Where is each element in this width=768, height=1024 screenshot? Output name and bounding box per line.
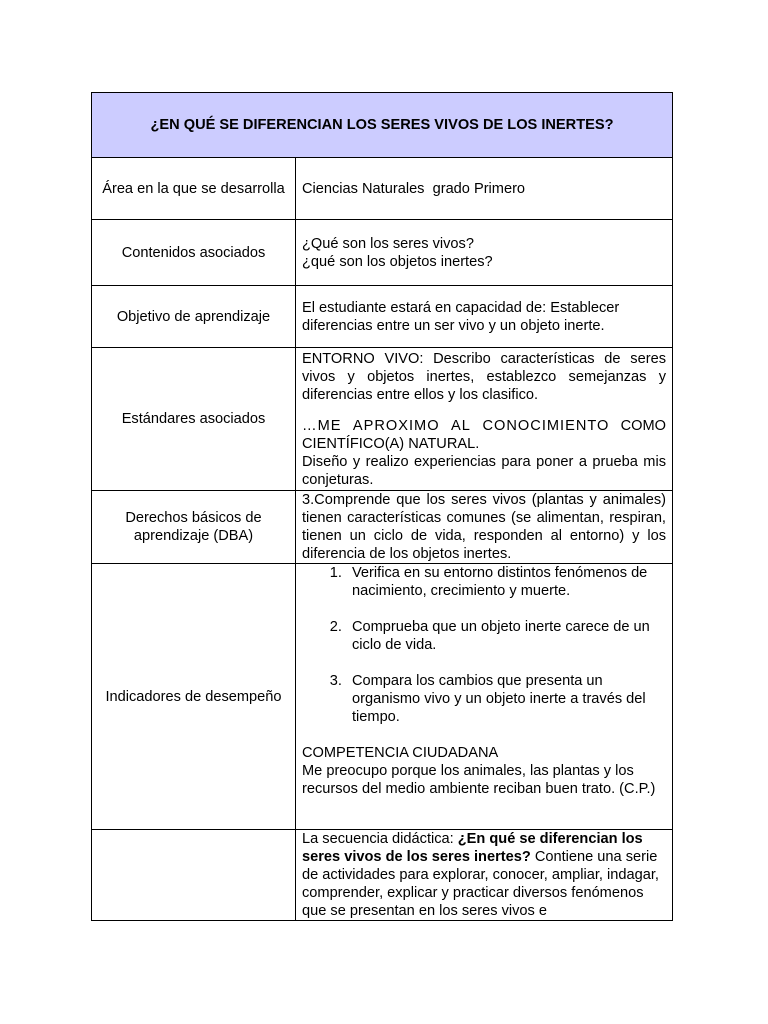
row-secuencia xyxy=(92,830,673,921)
row-objetivo xyxy=(92,286,673,348)
indicadores-label: Indicadores de desempeño xyxy=(92,564,296,830)
competencia-title: COMPETENCIA CIUDADANA xyxy=(302,745,499,761)
dba-label: Derechos básicos de aprendizaje (DBA) xyxy=(92,491,296,564)
estandares-paragraph-3: Diseño y realizo experiencias para poner a prueba mis conjeturas. xyxy=(302,454,666,488)
row-contenidos xyxy=(92,220,673,286)
estandares-spaced-text: …ME APROXIMO AL CONOCIMIENTO xyxy=(302,418,610,434)
lesson-plan-table xyxy=(91,92,673,921)
estandares-value xyxy=(296,348,673,491)
row-estandares xyxy=(92,348,673,491)
secuencia-value xyxy=(296,830,673,921)
list-item: 1. Verifica en su entorno distintos fenómenos de nacimiento, crecimiento y muerte. xyxy=(346,564,666,600)
area-label: Área en la que se desarrolla xyxy=(92,158,296,220)
list-item: 2. Comprueba que un objeto inerte carece de un ciclo de vida. xyxy=(346,618,666,654)
secuencia-label xyxy=(92,830,296,921)
indicadores-value xyxy=(296,564,673,830)
secuencia-intro: La secuencia didáctica: xyxy=(302,831,458,847)
dba-value: 3.Comprende que los seres vivos (plantas y animales) tienen características comunes (se alimentan, respiran, tienen un ciclo de vida, responden al entorno) y los diferencia de los objetos inertes. xyxy=(296,491,673,564)
secuencia-bold-title: ¿En qué se diferencian los seres vivos de los seres inertes? xyxy=(302,831,643,865)
contenidos-value xyxy=(296,220,673,286)
secuencia-rest: Contiene una serie de actividades para explorar, conocer, ampliar, indagar, comprender, explicar y practicar diversos fenómenos que se presentan en los seres vivos e xyxy=(302,849,659,919)
contenidos-label: Contenidos asociados xyxy=(92,220,296,286)
competencia-text: Me preocupo porque los animales, las plantas y los recursos del medio ambiente reciban buen trato. (C.P.) xyxy=(302,763,656,797)
row-area xyxy=(92,158,673,220)
title-row xyxy=(92,93,673,158)
table-title: ¿EN QUÉ SE DIFERENCIAN LOS SERES VIVOS DE LOS INERTES? xyxy=(92,93,673,158)
list-item: 3. Compara los cambios que presenta un organismo vivo y un objeto inerte a través del tiempo. xyxy=(346,672,666,726)
estandares-label: Estándares asociados xyxy=(92,348,296,491)
contenidos-line-1: ¿Qué son los seres vivos? xyxy=(302,235,474,252)
estandares-rest-text: COMO CIENTÍFICO(A) NATURAL. xyxy=(302,418,666,452)
estandares-paragraph-2 xyxy=(302,417,666,453)
estandares-paragraph-1: ENTORNO VIVO: Describo características de seres vivos y objetos inertes, establezco semejanzas y diferencias entre ellos y los clasifico. xyxy=(302,351,666,403)
row-indicadores xyxy=(92,564,673,830)
indicadores-list xyxy=(302,564,666,726)
area-value: Ciencias Naturales grado Primero xyxy=(296,158,673,220)
contenidos-line-2: ¿qué son los objetos inertes? xyxy=(302,253,493,270)
row-dba xyxy=(92,491,673,564)
objetivo-value: El estudiante estará en capacidad de: Establecer diferencias entre un ser vivo y un objeto inerte. xyxy=(296,286,673,348)
objetivo-label: Objetivo de aprendizaje xyxy=(92,286,296,348)
